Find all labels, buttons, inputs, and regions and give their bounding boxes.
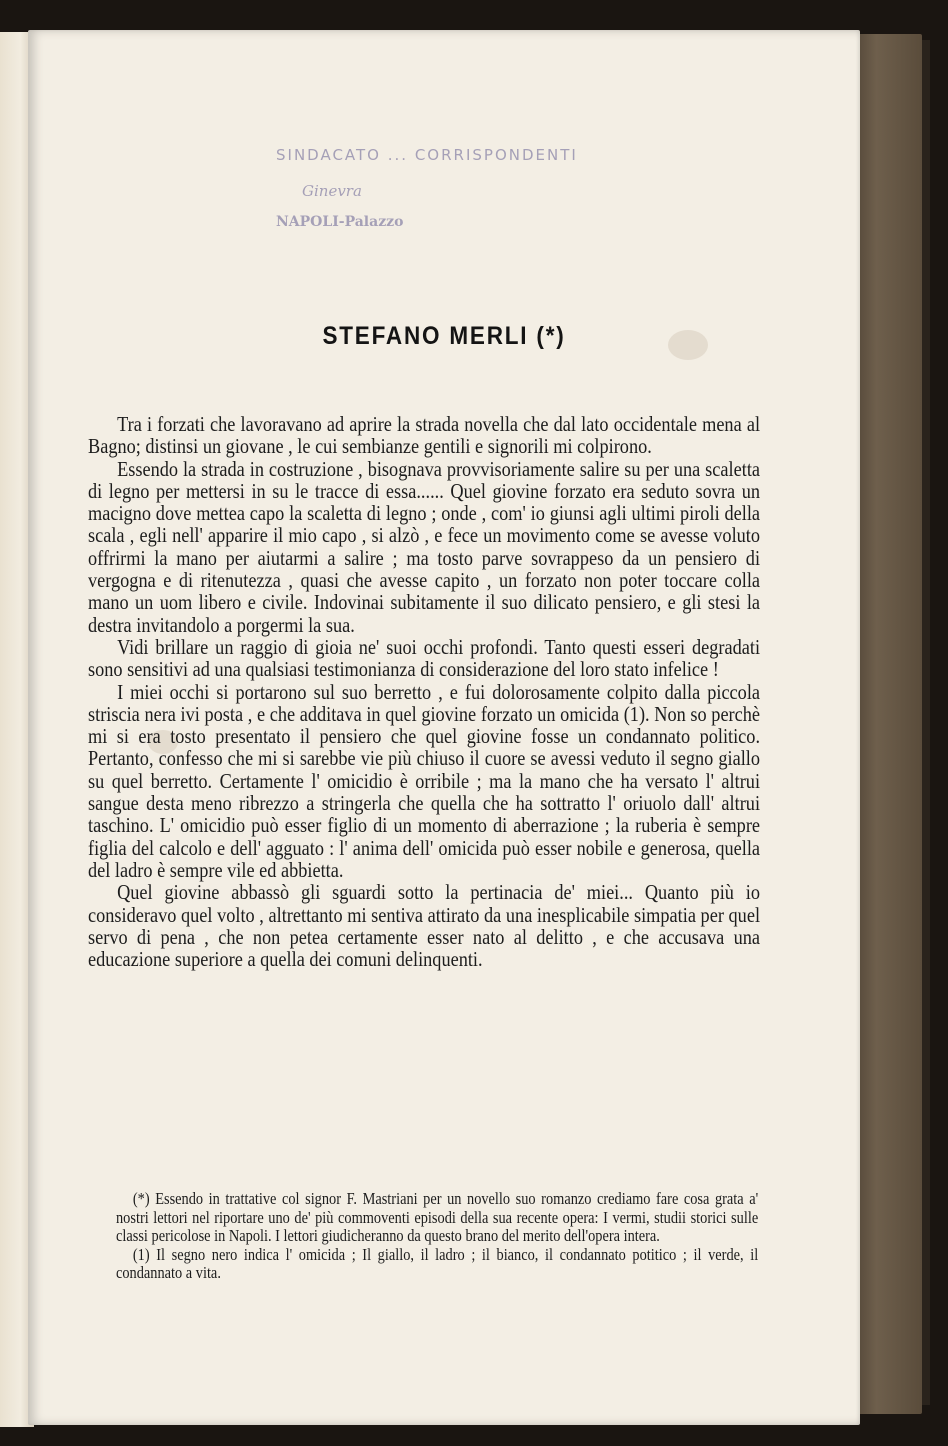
footnote: (1) Il segno nero indica l' omicida ; Il giallo, il ladro ; il bianco, il condannato potitico ; il verde, il condannato a vita. (116, 1244, 759, 1282)
paragraph: Tra i forzati che lavoravano ad aprire la strada novella che dal lato occidentale mena al Bagno; distinsi un giovane , le cui sembianze gentili e signorili mi colpirono. (88, 412, 761, 459)
article-title: STEFANO MERLI (*) (322, 322, 566, 350)
stamp-line-2: Ginevra (302, 182, 362, 200)
stamp-line-1: SINDACATO ... CORRISPONDENTI (276, 146, 578, 164)
paragraph: Vidi brillare un raggio di gioia ne' suoi occhi profondi. Tanto questi esseri degradati sono sensitivi ad una qualsiasi testimonianza di considerazione del loro stato infelice ! (88, 634, 761, 682)
library-stamp (276, 142, 656, 242)
paragraph: Essendo la strada in costruzione , bisognava provvisoriamente salire su per una scaletta di legno per mettersi in su le tracce di essa...... Quel giovine forzato era seduto sovra un macigno dove mettea capo la scaletta di legno ; onde , com' io giunsi agli ultimi piroli della scala , egli nell' apparire il mio capo , si alzò , e fece un movimento come se avesse voluto offrirmi la mano per aiutarmi a salire ; ma tosto parve sovrappeso da un pensiero di vergogna e di ritenutezza , quasi che avesse capito , un forzato non poter toccare colla mano un uom libero e civile. Indovinai subitamente il suo dilicato pensiero, e gli stesi la destra invitandolo a porgermi la sua. (88, 456, 761, 637)
book-cover-edge (922, 40, 930, 1405)
footnote: (*) Essendo in trattative col signor F. Mastriani per un novello suo romanzo crediamo fare cosa grata a' nostri lettori nel riportare uno de' più commoventi episodi della sua recente opera: I vermi, studii storici sulle classi pericolose in Napoli. I lettori giudicheranno da questo brano del merito dell'opera intera. (116, 1189, 759, 1245)
footnotes (116, 1190, 758, 1283)
stamp-line-3: NAPOLI-Palazzo (276, 214, 404, 230)
paragraph: Quel giovine abbassò gli sguardi sotto la pertinacia de' miei... Quanto più io consideravo quel volto , altrettanto mi sentiva attirato da una inesplicabile simpatia per quel servo di pena , che non petea certamente esser nato al delitto , e che accusava una educazione superiore a quella dei comuni delinquenti. (88, 880, 761, 972)
article-body (88, 413, 760, 970)
book-page (28, 30, 860, 1425)
paragraph: I miei occhi si portarono sul suo berretto , e fui dolorosamente colpito dalla piccola striscia nera ivi posta , e che additava in quel giovine forzato un omicida (1). Non so perchè mi si era tosto presentato il pensiero che quel giovine fosse un condannato politico. Pertanto, confesso che mi si sarebbe vie più chiuso il cuore se avessi veduto il segno giallo su quel berretto. Certamente l' omicidio è orribile ; ma la mano che ha versato l' altrui sangue desta meno ribrezzo a stringerla che quella che ha sottratto l' oriuolo dall' altrui taschino. L' omicidio può esser figlio di un momento di aberrazione ; la ruberia è sempre figlia del calcolo e dell' agguato : l' anima dell' omicida può esser nobile e generosa, quella del ladro è sempre vile ed abbietta. (88, 679, 761, 882)
